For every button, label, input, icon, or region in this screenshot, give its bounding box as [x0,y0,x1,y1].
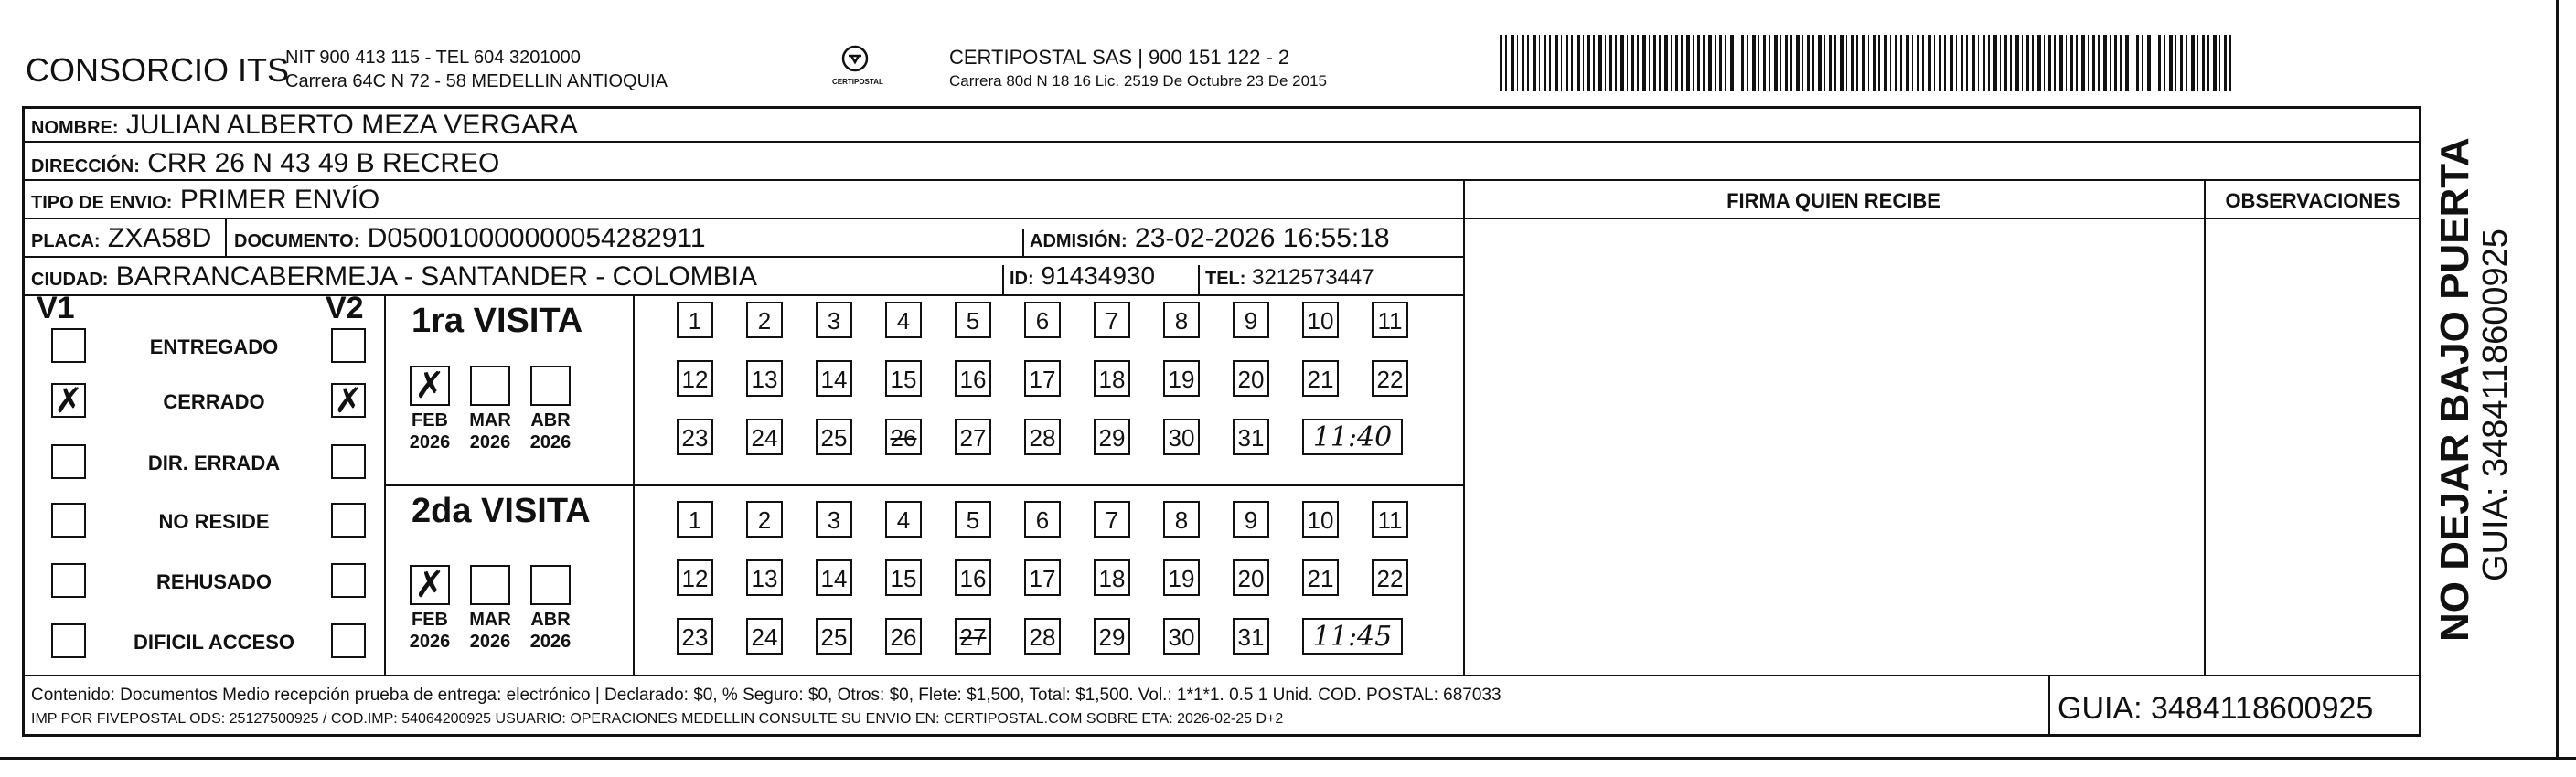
day-box[interactable]: 24 [746,618,783,655]
day-box[interactable]: 30 [1163,419,1200,455]
barcode [1500,35,2231,91]
admision-value: 23-02-2026 16:55:18 [1135,223,1390,253]
logo-text: CERTIPOSTAL [832,78,883,86]
id-label: ID: [1010,269,1034,289]
documento-value: D050010000000054282911 [367,223,706,253]
day-box[interactable]: 22 [1372,360,1408,397]
day-box[interactable]: 7 [1094,302,1130,338]
day-box[interactable]: 19 [1163,559,1200,596]
month-year: 2026 [529,632,572,652]
day-box[interactable]: 26 [885,618,922,655]
visit-time[interactable]: 11:45 [1302,618,1403,655]
day-box[interactable]: 17 [1024,360,1061,397]
placa-label: PLACA: [31,231,101,251]
admision-label: ADMISIÓN: [1030,231,1128,251]
month-year: 2026 [469,432,511,452]
certipostal-logo [832,44,883,86]
v1-label: V1 [37,291,75,325]
id-value: 91434930 [1041,261,1156,290]
tel-label: TEL: [1205,269,1246,289]
day-box[interactable]: 21 [1302,559,1339,596]
certipostal-address: Carrera 80d N 18 16 Lic. 2519 De Octubre 23 De 2015 [949,72,1327,90]
day-box[interactable]: 4 [885,302,922,338]
day-box[interactable]: 9 [1233,501,1269,538]
day-box[interactable]: 27 [955,618,991,655]
admision-row [1030,223,1390,254]
month-checkbox[interactable]: ✗ [410,366,450,406]
status-label: CERRADO [163,390,265,413]
imp-text: IMP POR FIVEPOSTAL ODS: 25127500925 / COD.IMP: 54064200925 USUARIO: OPERACIONES MEDELLIN CONSULTE SU ENVIO EN: CERTIPOSTAL.COM SOBRE ETA: 2026-02-25 D+2 [31,711,1284,727]
day-box[interactable]: 22 [1372,559,1408,596]
direccion-value: CRR 26 N 43 49 B RECREO [147,148,500,178]
company-address: Carrera 64C N 72 - 58 MEDELLIN ANTIOQUIA [285,71,668,91]
status-v1-checkbox[interactable] [51,503,86,538]
day-box[interactable]: 9 [1233,302,1269,338]
day-box[interactable]: 30 [1163,618,1200,655]
day-box[interactable]: 27 [955,419,991,455]
day-box[interactable]: 26 [885,419,922,455]
day-box[interactable]: 13 [746,360,783,397]
company-name: CONSORCIO ITS [26,51,290,89]
documento-row [234,223,706,254]
month-label [402,410,457,453]
visit1-title: 1ra VISITA [412,302,583,340]
day-box[interactable]: 8 [1163,501,1200,538]
day-box[interactable]: 21 [1302,360,1339,397]
day-box[interactable]: 3 [816,302,852,338]
day-box[interactable]: 25 [816,419,852,455]
tel-value: 3212573447 [1252,265,1374,290]
day-box[interactable]: 10 [1302,501,1339,538]
guia-box: GUIA: 3484118600925 [2058,691,2374,726]
direccion-row [31,148,499,179]
day-box[interactable]: 29 [1094,419,1130,455]
day-box[interactable]: 6 [1024,302,1061,338]
day-box[interactable]: 14 [816,559,852,596]
day-box[interactable]: 19 [1163,360,1200,397]
warning-vertical: NO DEJAR BAJO PUERTA [2432,137,2477,642]
status-v1-checkbox[interactable] [51,623,86,658]
day-box[interactable]: 24 [746,419,783,455]
tipo-value: PRIMER ENVÍO [179,185,380,215]
observaciones-header: OBSERVACIONES [2225,189,2400,212]
status-v2-checkbox[interactable] [331,623,366,658]
day-box[interactable]: 1 [677,302,713,338]
month-label [523,410,578,453]
month-checkbox[interactable] [530,366,571,406]
day-box[interactable]: 28 [1024,419,1061,455]
status-label: DIR. ERRADA [147,452,281,474]
month-year: 2026 [409,632,451,652]
visit-time[interactable]: 11:40 [1302,419,1403,455]
placa-value: ZXA58D [107,223,212,253]
day-box[interactable]: 4 [885,501,922,538]
tipo-row [31,185,379,216]
status-label: ENTREGADO [149,335,279,358]
firma-header: FIRMA QUIEN RECIBE [1726,189,1940,212]
day-box[interactable]: 7 [1094,501,1130,538]
placa-row [31,223,211,254]
ciudad-value: BARRANCABERMEJA - SANTANDER - COLOMBIA [115,261,758,292]
day-box[interactable]: 29 [1094,618,1130,655]
day-box[interactable]: 14 [816,360,852,397]
logo-icon [840,44,870,73]
observations-area[interactable] [2206,219,2420,673]
month-name: ABR [530,410,571,431]
direccion-label: DIRECCIÓN: [31,156,140,176]
status-v1-checkbox[interactable] [51,328,86,363]
month-name: ABR [530,610,571,630]
day-box[interactable]: 28 [1024,618,1061,655]
guia-vertical: GUIA: 3484118600925 [2476,229,2515,581]
status-v2-checkbox[interactable] [331,503,366,538]
day-box[interactable]: 8 [1163,302,1200,338]
month-checkbox[interactable] [530,565,571,605]
id-row [1010,261,1155,291]
ciudad-row [31,261,757,293]
month-label [402,609,457,653]
day-box[interactable]: 5 [955,501,991,538]
tel-row [1205,265,1374,291]
nombre-value: JULIAN ALBERTO MEZA VERGARA [125,110,578,140]
day-box[interactable]: 5 [955,302,991,338]
status-v1-checkbox[interactable] [51,563,86,598]
status-v1-checkbox[interactable] [51,444,86,479]
month-label [463,410,518,453]
day-box[interactable]: 1 [677,501,713,538]
documento-label: DOCUMENTO: [234,231,360,251]
month-name: FEB [412,410,448,431]
day-box[interactable]: 16 [955,360,991,397]
month-name: MAR [469,410,511,431]
status-v2-checkbox[interactable] [331,563,366,598]
day-box[interactable]: 13 [746,559,783,596]
month-year: 2026 [409,432,451,452]
status-v2-checkbox[interactable] [331,328,366,363]
status-label: NO RESIDE [158,510,270,533]
day-box[interactable]: 20 [1233,360,1269,397]
status-v1-checkbox[interactable]: ✗ [51,383,86,418]
contenido-text: Contenido: Documentos Medio recepción prueba de entrega: electrónico | Declarado: $0, % Seguro: $0, Otros: $0, Flete: $1,500, Total: $1,500. Vol.: 1*1*1. 0.5 1 Unid. COD. POSTAL: 687033 [31,686,1502,705]
day-box[interactable]: 31 [1233,419,1269,455]
day-box[interactable]: 15 [885,360,922,397]
day-box[interactable]: 11 [1372,302,1408,338]
month-year: 2026 [529,432,572,452]
day-box[interactable]: 10 [1302,302,1339,338]
tipo-label: TIPO DE ENVIO: [31,193,173,213]
status-label: REHUSADO [156,570,272,593]
nombre-row [31,110,578,141]
day-box[interactable]: 2 [746,302,783,338]
day-box[interactable]: 23 [677,618,713,655]
month-checkbox[interactable]: ✗ [410,565,450,605]
ciudad-label: CIUDAD: [31,270,109,290]
day-box[interactable]: 18 [1094,559,1130,596]
status-v2-checkbox[interactable]: ✗ [331,383,366,418]
day-box[interactable]: 16 [955,559,991,596]
month-checkbox[interactable] [470,366,510,406]
day-box[interactable]: 17 [1024,559,1061,596]
day-box[interactable]: 11 [1372,501,1408,538]
day-box[interactable]: 18 [1094,360,1130,397]
visit2-title: 2da VISITA [412,492,591,530]
day-box[interactable]: 20 [1233,559,1269,596]
company-info [285,46,668,93]
certipostal-info [949,46,1327,93]
status-label: DIFICIL ACCESO [133,631,294,654]
month-checkbox[interactable] [470,565,510,605]
month-label [463,609,518,653]
month-name: MAR [469,610,511,630]
day-box[interactable]: 6 [1024,501,1061,538]
day-box[interactable]: 31 [1233,618,1269,655]
month-year: 2026 [469,632,511,652]
v2-label: V2 [326,291,364,325]
day-box[interactable]: 15 [885,559,922,596]
month-label [523,609,578,653]
day-box[interactable]: 25 [816,618,852,655]
day-box[interactable]: 12 [677,559,713,596]
day-box[interactable]: 2 [746,501,783,538]
status-v2-checkbox[interactable] [331,444,366,479]
nombre-label: NOMBRE: [31,118,119,138]
day-box[interactable]: 3 [816,501,852,538]
day-box[interactable]: 23 [677,419,713,455]
day-box[interactable]: 12 [677,360,713,397]
nit-line: NIT 900 413 115 - TEL 604 3201000 [285,48,581,68]
signature-area[interactable] [1465,219,2202,673]
certipostal-line: CERTIPOSTAL SAS | 900 151 122 - 2 [949,46,1290,69]
month-name: FEB [412,610,448,630]
